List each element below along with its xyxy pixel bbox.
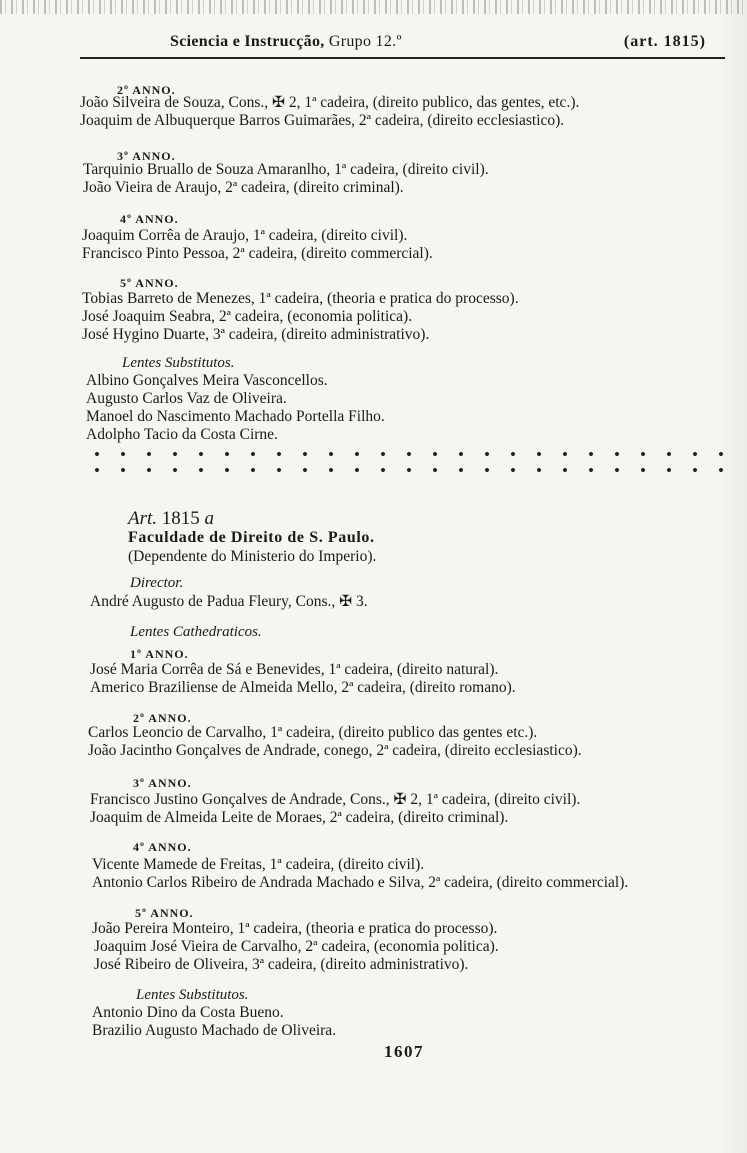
text-line: Tobias Barreto de Menezes, 1ª cadeira, (theoria e pratica do processo). — [82, 290, 519, 307]
scan-noise — [0, 0, 747, 14]
text-line: Adolpho Tacio da Costa Cirne. — [86, 426, 278, 443]
text-line: José Maria Corrêa de Sá e Benevides, 1ª cadeira, (direito natural). — [90, 661, 499, 678]
text-line: Antonio Dino da Costa Bueno. — [92, 1004, 284, 1021]
text-line: José Joaquim Seabra, 2ª cadeira, (economia politica). — [82, 308, 413, 325]
text-line: André Augusto de Padua Fleury, Cons., ✠ 3. — [90, 593, 368, 610]
text-line: Joaquim de Albuquerque Barros Guimarães, 2ª cadeira, (direito ecclesiastico). — [80, 112, 565, 129]
year-heading: 5º ANNO. — [120, 276, 179, 290]
text-line: Francisco Pinto Pessoa, 2ª cadeira, (direito commercial). — [82, 245, 433, 262]
text-line: Tarquinio Bruallo de Souza Amaranlho, 1ª cadeira, (direito civil). — [83, 161, 489, 178]
year-heading: 3º ANNO. — [117, 149, 176, 163]
text-line: Antonio Carlos Ribeiro de Andrada Machado e Silva, 2ª cadeira, (direito commercial). — [92, 874, 629, 891]
text-line: Francisco Justino Gonçalves de Andrade, Cons., ✠ 2, 1ª cadeira, (direito civil). — [90, 791, 581, 808]
header-rule — [80, 57, 725, 59]
text-line: Manoel do Nascimento Machado Portella Filho. — [86, 408, 385, 425]
text-line: Joaquim de Almeida Leite de Moraes, 2ª cadeira, (direito criminal). — [90, 809, 509, 826]
article-heading — [128, 508, 214, 530]
section-heading: Lentes Cathedraticos. — [130, 624, 262, 640]
dotted-separator — [84, 467, 724, 473]
header-grupo: Grupo 12.º — [324, 33, 402, 50]
text-line: Augusto Carlos Vaz de Oliveira. — [86, 390, 287, 407]
page-number: 1607 — [384, 1042, 424, 1061]
text-line: José Ribeiro de Oliveira, 3ª cadeira, (direito administrativo). — [94, 956, 469, 973]
text-line: (Dependente do Ministerio do Imperio). — [128, 548, 377, 565]
scan-edge — [717, 0, 747, 1153]
text-line: João Vieira de Araujo, 2ª cadeira, (direito criminal). — [83, 179, 404, 196]
text-line: José Hygino Duarte, 3ª cadeira, (direito administrativo). — [82, 326, 430, 343]
text-line: Joaquim Corrêa de Araujo, 1ª cadeira, (direito civil). — [82, 227, 408, 244]
header-title: Sciencia e Instrucção, Grupo 12.º — [170, 33, 402, 50]
text-line: Brazilio Augusto Machado de Oliveira. — [92, 1022, 337, 1039]
section-heading: Lentes Substitutos. — [136, 987, 249, 1003]
text-line: Carlos Leoncio de Carvalho, 1ª cadeira, (direito publico das gentes etc.). — [88, 724, 538, 741]
text-line: João Jacintho Gonçalves de Andrade, conego, 2ª cadeira, (direito ecclesiastico). — [88, 742, 582, 759]
article-number: 1815 — [161, 508, 200, 529]
text-line: Joaquim José Vieira de Carvalho, 2ª cadeira, (economia politica). — [94, 938, 499, 955]
text-line: João Pereira Monteiro, 1ª cadeira, (theoria e pratica do processo). — [92, 920, 498, 937]
institution-name: Faculdade de Direito de S. Paulo. — [128, 529, 375, 546]
section-heading: Lentes Substitutos. — [122, 355, 235, 371]
running-header — [80, 33, 720, 59]
dotted-separator — [84, 451, 724, 457]
year-heading: 3º ANNO. — [133, 776, 192, 790]
text-line: Americo Braziliense de Almeida Mello, 2ª cadeira, (direito romano). — [90, 679, 516, 696]
header-article-ref: (art. 1815) — [623, 33, 706, 50]
text-line: Albino Gonçalves Meira Vasconcellos. — [86, 372, 328, 389]
year-heading: 5º ANNO. — [135, 906, 194, 920]
text-line: João Silveira de Souza, Cons., ✠ 2, 1ª cadeira, (direito publico, das gentes, etc.). — [80, 94, 580, 111]
article-label: Art. — [128, 508, 158, 529]
year-heading: 2º ANNO. — [133, 711, 192, 725]
year-heading: 2º ANNO. — [117, 83, 176, 97]
article-suffix: a — [204, 508, 215, 529]
text-line: Vicente Mamede de Freitas, 1ª cadeira, (direito civil). — [92, 856, 425, 873]
year-heading: 4º ANNO. — [133, 840, 192, 854]
year-heading: 4º ANNO. — [120, 212, 179, 226]
section-heading: Director. — [130, 575, 184, 591]
year-heading: 1º ANNO. — [130, 647, 189, 661]
